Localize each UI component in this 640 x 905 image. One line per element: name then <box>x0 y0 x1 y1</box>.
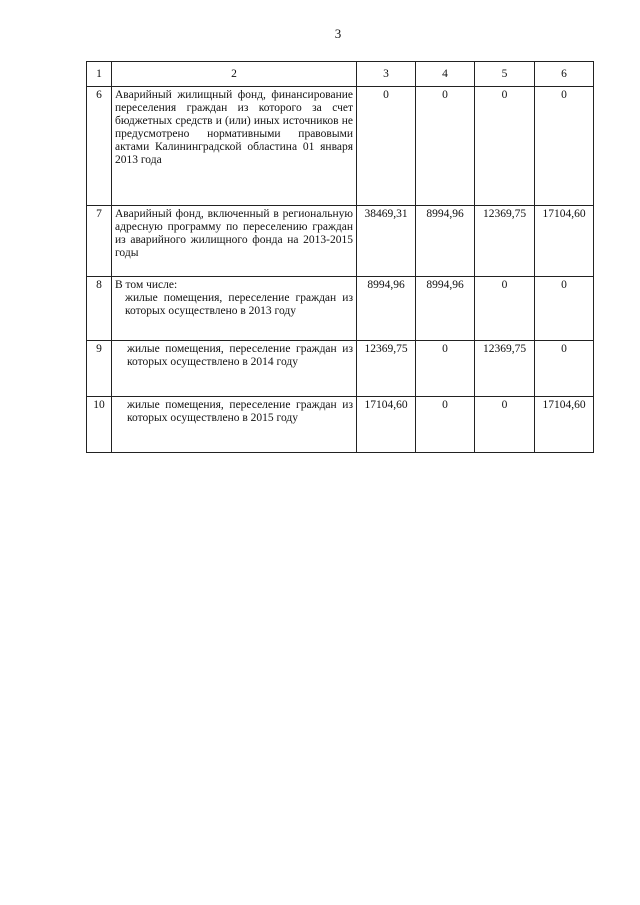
row-description <box>112 397 357 453</box>
cell-value: 0 <box>416 341 475 397</box>
cell-value: 8994,96 <box>416 277 475 341</box>
row-subheading: В том числе: <box>115 279 178 291</box>
cell-value: 12369,75 <box>475 341 535 397</box>
cell-value: 8994,96 <box>416 206 475 277</box>
cell-value: 0 <box>357 87 416 206</box>
column-header: 3 <box>357 62 416 87</box>
table-row <box>87 397 594 453</box>
table-row <box>87 87 594 206</box>
table-header-row <box>87 62 594 87</box>
cell-value: 17104,60 <box>357 397 416 453</box>
row-subitem-text: жилые помещения, переселение граждан из которых осуществлено в 2014 году <box>127 343 353 368</box>
row-description: Аварийный фонд, включенный в региональную адресную программу по переселению граждан из аварийного жилищного фонда на 2013-2015 годы <box>112 206 357 277</box>
row-number: 10 <box>87 397 112 453</box>
table-row <box>87 277 594 341</box>
table-row <box>87 206 594 277</box>
cell-value: 0 <box>475 397 535 453</box>
row-description: Аварийный жилищный фонд, финансирование переселения граждан из которого за счет бюджетных средств и (или) иных источников не предусмотрено нормативными правовыми актами Калининградской областина 01 января 2013 года <box>112 87 357 206</box>
cell-value: 12369,75 <box>357 341 416 397</box>
row-number: 9 <box>87 341 112 397</box>
cell-value: 0 <box>535 341 594 397</box>
column-header: 1 <box>87 62 112 87</box>
cell-value: 0 <box>416 397 475 453</box>
cell-value: 0 <box>475 87 535 206</box>
column-header: 6 <box>535 62 594 87</box>
data-table <box>86 61 594 453</box>
cell-value: 17104,60 <box>535 397 594 453</box>
cell-value: 38469,31 <box>357 206 416 277</box>
cell-value: 17104,60 <box>535 206 594 277</box>
row-subitem-text: жилые помещения, переселение граждан из которых осуществлено в 2013 году <box>125 292 353 317</box>
row-description <box>112 341 357 397</box>
cell-value: 12369,75 <box>475 206 535 277</box>
column-header: 2 <box>112 62 357 87</box>
column-header: 4 <box>416 62 475 87</box>
row-number: 7 <box>87 206 112 277</box>
cell-value: 0 <box>535 277 594 341</box>
row-number: 8 <box>87 277 112 341</box>
cell-value: 0 <box>535 87 594 206</box>
cell-value: 0 <box>416 87 475 206</box>
column-header: 5 <box>475 62 535 87</box>
row-number: 6 <box>87 87 112 206</box>
cell-value: 0 <box>475 277 535 341</box>
row-description <box>112 277 357 341</box>
row-subitem-text: жилые помещения, переселение граждан из которых осуществлено в 2015 году <box>127 399 353 424</box>
page-number: 3 <box>334 26 342 41</box>
cell-value: 8994,96 <box>357 277 416 341</box>
table-row <box>87 341 594 397</box>
